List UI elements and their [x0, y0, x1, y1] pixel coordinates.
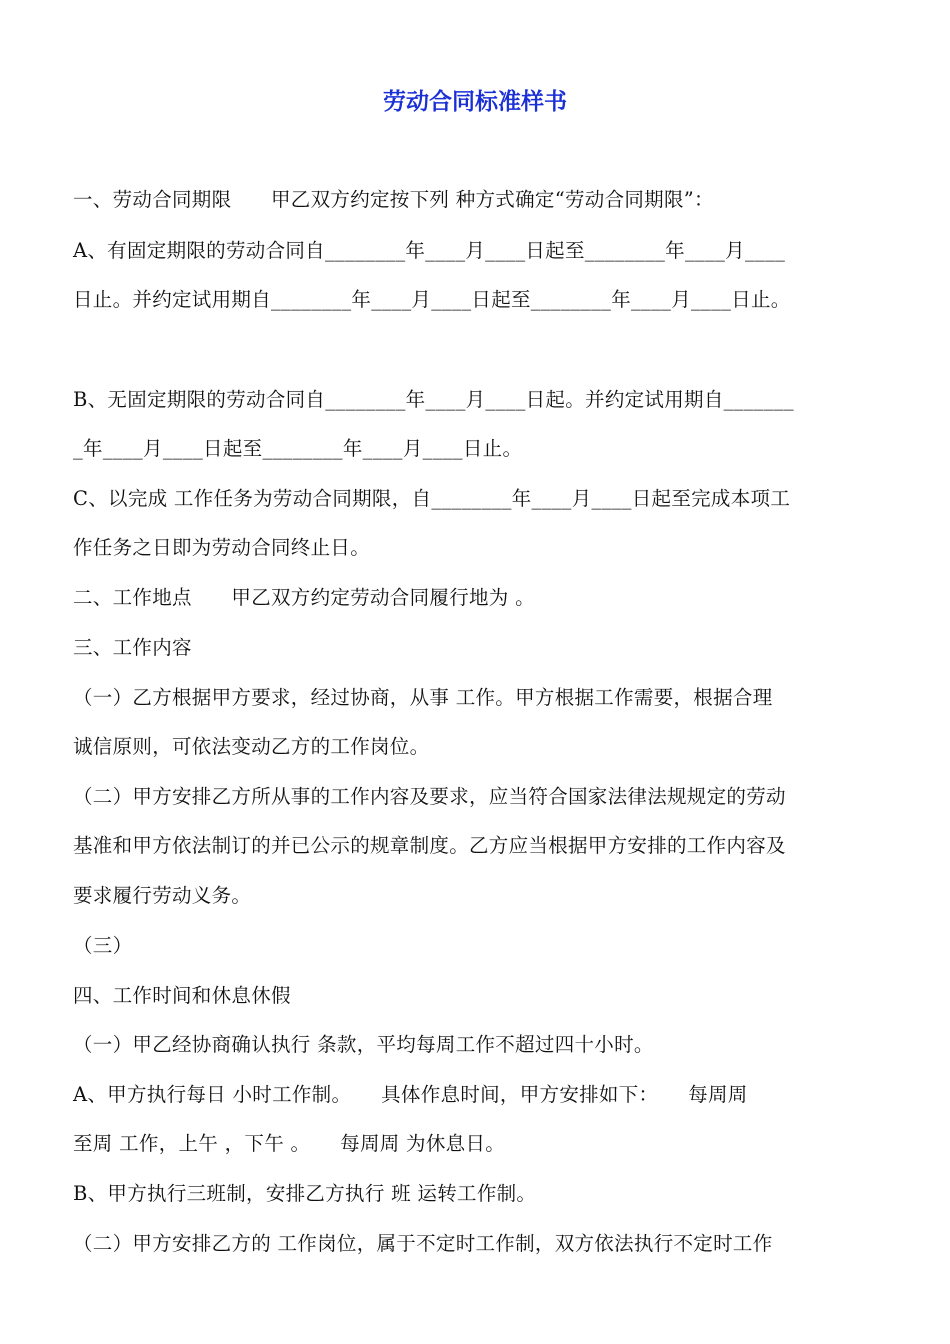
item-4-a-line-2: 至周 工作，上午 ，下午 。 每周周 为休息日。 — [73, 1132, 506, 1155]
document-title: 劳动合同标准样书 — [383, 89, 567, 115]
clause-c-line-1: C、以完成 工作任务为劳动合同期限，自________年____月____日起至完成本项工 — [73, 487, 791, 510]
section-4-heading: 四、工作时间和休息休假 — [73, 984, 291, 1007]
clause-a-line-1: A、有固定期限的劳动合同自________年____月____日起至________年____月____ — [73, 239, 786, 262]
item-3-1-line-2: 诚信原则，可依法变动乙方的工作岗位。 — [73, 735, 430, 758]
item-3-3: （三） — [73, 934, 133, 957]
item-4-b: B、甲方执行三班制，安排乙方执行 班 运转工作制。 — [73, 1182, 537, 1205]
clause-c-line-2: 作任务之日即为劳动合同终止日。 — [73, 536, 371, 559]
section-1-heading: 一、劳动合同期限 甲乙双方约定按下列 种方式确定“劳动合同期限”： — [73, 188, 714, 211]
item-3-2-line-3: 要求履行劳动义务。 — [73, 884, 252, 907]
item-4-a-line-1: A、甲方执行每日 小时工作制。 具体作息时间，甲方安排如下： 每周周 — [73, 1083, 748, 1106]
clause-b-line-2: _年____月____日起至________年____月____日止。 — [73, 437, 523, 460]
item-4-2-line-1: （二）甲方安排乙方的 工作岗位，属于不定时工作制，双方依法执行不定时工作 — [73, 1232, 773, 1255]
item-3-1-line-1: （一）乙方根据甲方要求，经过协商，从事 工作。甲方根据工作需要，根据合理 — [73, 686, 773, 709]
clause-b-line-1: B、无固定期限的劳动合同自________年____月____日起。并约定试用期自_______ — [73, 388, 794, 411]
section-2-heading: 二、工作地点 甲乙双方约定劳动合同履行地为 。 — [73, 586, 535, 609]
item-3-2-line-2: 基准和甲方依法制订的并已公示的规章制度。乙方应当根据甲方安排的工作内容及 — [73, 834, 786, 857]
clause-a-line-2: 日止。并约定试用期自________年____月____日起至________年____月____日止。 — [73, 288, 791, 311]
item-3-2-line-1: （二）甲方安排乙方所从事的工作内容及要求，应当符合国家法律法规规定的劳动 — [73, 785, 786, 808]
section-3-heading: 三、工作内容 — [73, 636, 192, 659]
item-4-1: （一）甲乙经协商确认执行 条款，平均每周工作不超过四十小时。 — [73, 1033, 654, 1056]
